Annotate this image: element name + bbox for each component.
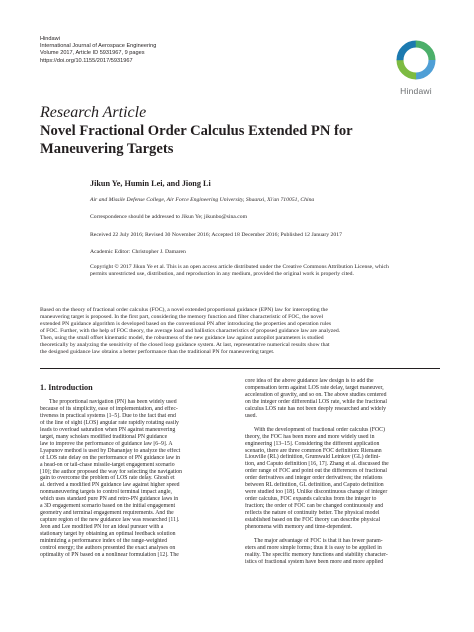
body-line: reality. The specific memory functions and stability character- — [245, 551, 388, 558]
body-line: minimizing a performance index of the range-weighted — [40, 538, 168, 545]
logo-center — [407, 51, 425, 69]
hindawi-logo-icon — [392, 36, 440, 84]
correspondence: Correspondence should be addressed to Jikun Ye; jikunbo@sina.com — [90, 214, 248, 220]
body-line: nonmaneuvering targets to control terminal impact angle, — [40, 489, 172, 496]
publication-dates: Received 22 July 2016; Revised 30 November 2016; Accepted 18 December 2016; Published 12 January 2017 — [90, 232, 342, 238]
section-heading: 1. Introduction — [40, 383, 93, 392]
abstract-line: theoretically by analyzing the sensitivity of the closed loop guidance system. At last, representative numerical results show that — [40, 342, 330, 348]
body-line: phenomena with memory and time-dependent. — [245, 524, 353, 530]
body-line: of the line of sight (LOS) angular rate rapidly rotating easily — [40, 419, 179, 426]
body-line: theory, the FOC has been more and more widely used in — [245, 433, 375, 440]
right-column — [245, 378, 440, 566]
body-line: order range of FOC and point out the differences of fractional — [245, 468, 387, 475]
logo-wordmark: Hindawi — [400, 86, 432, 96]
body-line: acceleration of gravity, and so on. The above studies centered — [245, 391, 387, 398]
copyright-notice — [90, 264, 442, 279]
body-line: reflects the nature of continuity better. The physical model — [245, 510, 380, 517]
body-line: target, many scholars modified traditional PN guidance — [40, 433, 168, 440]
body-line: eters and more simple forms; thus it is easy to be applied in — [245, 544, 382, 551]
academic-editor: Academic Editor: Christopher J. Damaren — [90, 249, 186, 255]
body-line: leads to overload saturation when PN against maneuvering — [40, 426, 176, 433]
abstract-line: the designed guidance law obtains a better performance than the traditional PN for maneuvering target. — [40, 349, 275, 355]
body-line: With the development of fractional order calculus (FOC) — [254, 426, 385, 433]
body-line: a head-on or tail-chase missile-target engagement scenario — [40, 461, 175, 468]
body-line: fraction; the order of FOC can be changed continuously and — [245, 503, 384, 510]
body-line: gain to overcome the problem of LOS rate delay. Ghosh et — [40, 475, 175, 482]
body-line: istics of fractional system have been more and more applied — [245, 558, 384, 565]
body-line: compensation term against LOS rate delay, target maneuver, — [245, 384, 384, 391]
body-line: on the integer order differential LOS rate, while the fractional — [245, 398, 387, 405]
body-line: between RL definition, GL definition, and Caputo definition — [245, 482, 384, 489]
body-line: [10]; the author proposed the way for selecting the navigation — [40, 468, 182, 475]
body-line: a 3D engagement scenario based on the initial engagement — [40, 503, 176, 510]
abstract-line: of FOC. Further, with the help of FOC theory, the average load and ballistics characteristics of proposed guidance law are analyzed. — [40, 328, 341, 334]
body-line: scenario, there are three common FOC definition: Riemann — [245, 447, 382, 454]
body-line: capture region of the new guidance law was researched [11]. — [40, 517, 180, 524]
left-column — [40, 399, 235, 559]
copyright-line: Copyright © 2017 Jikun Ye et al. This is an open access article distributed under the Creative Commons Attribution License, which — [90, 264, 389, 270]
body-line: The proportional navigation (PN) has been widely used — [49, 399, 177, 405]
body-line: tion, and Caputo definition [16, 17]. Zhang et al. discussed the — [245, 461, 389, 468]
article-type: Research Article — [40, 104, 147, 121]
body-line: stationary target by obtaining an optimal feedback solution — [40, 531, 176, 538]
body-line: al. derived a modified PN guidance law against higher speed — [40, 482, 180, 489]
paper-title — [40, 122, 440, 158]
body-line: law to improve the performance of guidance law [6–9]. A — [40, 440, 173, 447]
body-line: were studied too [18]. Unlike discontinuous change of integer — [245, 489, 388, 496]
body-line: order calculus, FOC expands calculus from the integer to — [245, 496, 377, 503]
title-line: Novel Fractional Order Calculus Extended PN for — [40, 123, 353, 139]
body-line: geometry and terminal engagement requirements. And the — [40, 510, 174, 517]
body-line: core idea of the above guidance law design is to add the — [245, 378, 374, 384]
title-line: Maneuvering Targets — [40, 141, 174, 157]
body-line: of LOS rate delay on the performance of PN guidance law in — [40, 454, 181, 461]
body-line: Jeon and Lee modified PN for an ideal pursuer with a — [40, 524, 164, 531]
body-line: calculus LOS rate has not been deeply researched and widely — [245, 405, 386, 412]
journal-name: International Journal of Aerospace Engineering — [40, 43, 157, 50]
body-line: Liouville (RL) definition, Grumwald Letnkov (GL) defini- — [245, 454, 381, 461]
affiliation: Air and Missile Defense College, Air Force Engineering University, Shaanxi, Xi'an 710051, China — [90, 197, 315, 203]
volume-info: Volume 2017, Article ID 5931967, 9 pages — [40, 50, 145, 57]
body-line: which uses standard pure PN and retro-PN guidance laws in — [40, 496, 179, 503]
paragraph-gap — [245, 420, 440, 427]
body-line: control energy; the authors presented the exact analyses on — [40, 545, 176, 552]
paragraph-gap — [245, 531, 440, 538]
body-line: optimality of PN based on a nonlinear formulation [12]. The — [40, 551, 179, 558]
journal-header — [40, 36, 156, 65]
body-line: order derivatives and integer order derivatives; the relations — [245, 475, 383, 482]
body-line: used. — [245, 412, 257, 419]
author-list: Jikun Ye, Humin Lei, and Jiong Li — [90, 179, 211, 188]
publisher-name: Hindawi — [40, 36, 60, 42]
body-line: engineering [13–15]. Considering the different application — [245, 440, 380, 447]
copyright-line: permits unrestricted use, distribution, and reproduction in any medium, provided the original work is properly cited. — [90, 271, 354, 278]
abstract-line: extended PN guidance algorithm is developed based on the conventional PN after introducing the properties and operation rules — [40, 321, 332, 327]
abstract-line: Then, using the small offset kinematic model, the robustness of the new guidance law against autopilot parameters is studied — [40, 335, 324, 341]
abstract-line: Based on the theory of fractional order calculus (FOC), a novel extended proportional guidance (EPN) law for intercepting the — [40, 307, 328, 313]
section-divider — [40, 368, 440, 369]
body-line: The major advantage of FOC is that it has fewer param- — [254, 537, 383, 544]
body-line: Lyapunov method is used by Dhananjay to analyze the effect — [40, 447, 181, 454]
body-line: because of its simplicity, ease of implementation, and effec- — [40, 405, 178, 412]
doi-link[interactable]: https://doi.org/10.1155/2017/5931967 — [40, 57, 133, 64]
body-line: established based on the FOC theory can describe physical — [245, 517, 381, 524]
body-line: tiveness in practical systems [1–5]. Due to the fact that end — [40, 412, 176, 419]
abstract — [40, 307, 440, 356]
abstract-line: maneuvering target is proposed. In the first part, considering the memory function and filter characteristic of FOC, the novel — [40, 314, 324, 320]
